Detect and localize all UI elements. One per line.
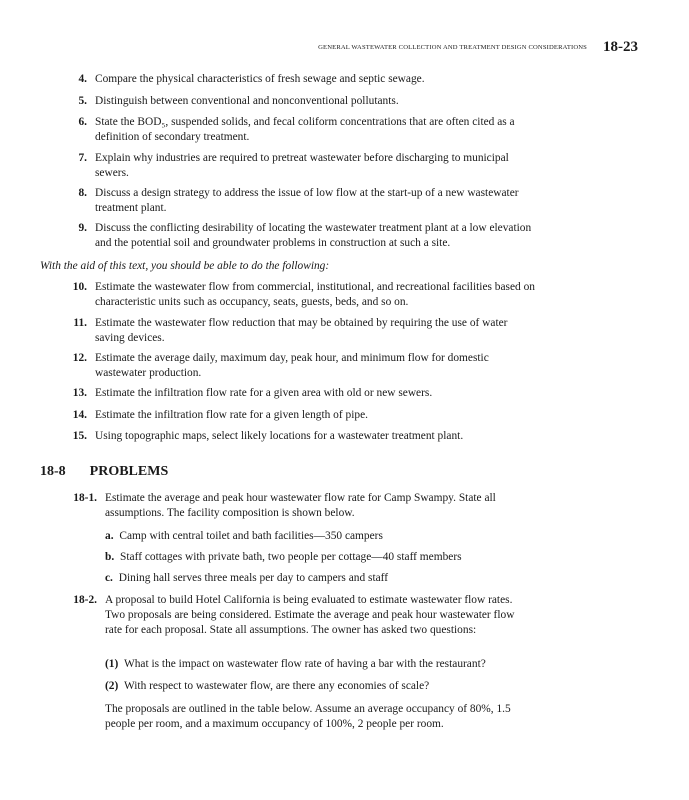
problem-number: 18-1. <box>73 492 97 504</box>
objective-text: Estimate the infiltration flow rate for a given length of pipe. <box>95 409 368 421</box>
problem-text: Estimate the average and peak hour wastewater flow rate for Camp Swampy. State all assumptions. The facility composition is shown below. <box>105 492 496 519</box>
objective-item <box>78 72 540 87</box>
problem-subitem <box>105 550 462 565</box>
objective-item <box>73 316 535 346</box>
objective-item <box>78 94 540 109</box>
subitem-text: Staff cottages with private bath, two people per cottage—40 staff members <box>120 551 462 563</box>
subitem-text: With respect to wastewater flow, are there any economies of scale? <box>123 680 430 692</box>
objective-text: Estimate the wastewater flow from commercial, institutional, and recreational facilities based on characteristic units such as occupancy, seats, guests, beds, and so on. <box>95 281 535 308</box>
objective-item <box>78 221 540 251</box>
objective-text: Discuss the conflicting desirability of locating the wastewater treatment plant at a low elevation and the potential soil and groundwater problems in construction at such a site. <box>95 222 532 249</box>
closing-text: The proposals are outlined in the table below. Assume an average occupancy of 80%, 1.5 people per room, and a maximum occupancy of 100%, 2 people per room. <box>105 703 511 730</box>
objective-text: Estimate the wastewater flow reduction that may be obtained by requiring the use of water saving devices. <box>95 317 508 344</box>
objective-item <box>78 115 540 145</box>
objective-text: Estimate the average daily, maximum day, peak hour, and minimum flow for domestic wastewater production. <box>95 352 489 379</box>
problem-closing <box>105 702 530 732</box>
objective-number: 6. <box>78 116 87 128</box>
running-title: GENERAL WASTEWATER COLLECTION AND TREATMENT DESIGN CONSIDERATIONS <box>318 43 587 51</box>
problem-number: 18-2. <box>73 594 97 606</box>
subitem-mark: a. <box>105 530 114 542</box>
objective-item <box>72 429 535 444</box>
subitem-mark: b. <box>105 551 115 563</box>
objective-number: 10. <box>72 281 87 293</box>
objective-number: 11. <box>73 317 87 329</box>
problem-subitem <box>105 529 383 544</box>
objectives-intro: With the aid of this text, you should be able to do the following: <box>40 260 330 272</box>
problem-subitem <box>105 657 486 672</box>
objective-number: 13. <box>72 387 87 399</box>
objective-number: 5. <box>78 95 87 107</box>
objective-text: Compare the physical characteristics of fresh sewage and septic sewage. <box>95 73 425 85</box>
problem-text: A proposal to build Hotel California is being evaluated to estimate wastewater flow rates. Two proposals are being considered. Estimate the average and peak hour wastewater flow rate for each proposal. State all assumptions. The owner has asked two questions: <box>105 594 515 636</box>
subitem-mark: (2) <box>105 680 119 692</box>
subitem-mark: c. <box>105 572 113 584</box>
objective-item <box>72 351 535 381</box>
objective-number: 4. <box>78 73 87 85</box>
section-heading <box>40 464 168 480</box>
objective-item <box>72 408 535 423</box>
subitem-text: Dining hall serves three meals per day to campers and staff <box>118 572 389 584</box>
subitem-mark: (1) <box>105 658 119 670</box>
objective-number: 15. <box>72 430 87 442</box>
objective-number: 12. <box>72 352 87 364</box>
problem-item <box>73 593 530 638</box>
objective-text: State the BOD₅, suspended solids, and fecal coliform concentrations that are often cited as a definition of secondary treatment. <box>95 116 515 143</box>
objective-item <box>78 186 540 216</box>
objective-number: 8. <box>78 187 87 199</box>
objective-item <box>78 151 540 181</box>
objective-item <box>72 386 535 401</box>
subitem-text: Camp with central toilet and bath facilities—350 campers <box>119 530 383 542</box>
objective-number: 14. <box>72 409 87 421</box>
page-number: 18-23 <box>603 38 638 55</box>
problem-subitem <box>105 679 429 694</box>
objective-text: Using topographic maps, select likely locations for a wastewater treatment plant. <box>95 430 464 442</box>
section-number: 18-8 <box>40 464 66 479</box>
objective-text: Discuss a design strategy to address the issue of low flow at the start-up of a new wastewater treatment plant. <box>95 187 519 214</box>
objective-item <box>72 280 535 310</box>
section-title: PROBLEMS <box>89 464 169 479</box>
problem-item <box>73 491 530 521</box>
objective-number: 9. <box>78 222 87 234</box>
objective-number: 7. <box>78 152 87 164</box>
objective-text: Explain why industries are required to pretreat wastewater before discharging to municipal sewers. <box>95 152 509 179</box>
page-header <box>0 38 638 56</box>
objective-text: Distinguish between conventional and nonconventional pollutants. <box>95 95 399 107</box>
subitem-text: What is the impact on wastewater flow rate of having a bar with the restaurant? <box>123 658 486 670</box>
problem-subitem <box>105 571 388 586</box>
objective-text: Estimate the infiltration flow rate for a given area with old or new sewers. <box>95 387 433 399</box>
